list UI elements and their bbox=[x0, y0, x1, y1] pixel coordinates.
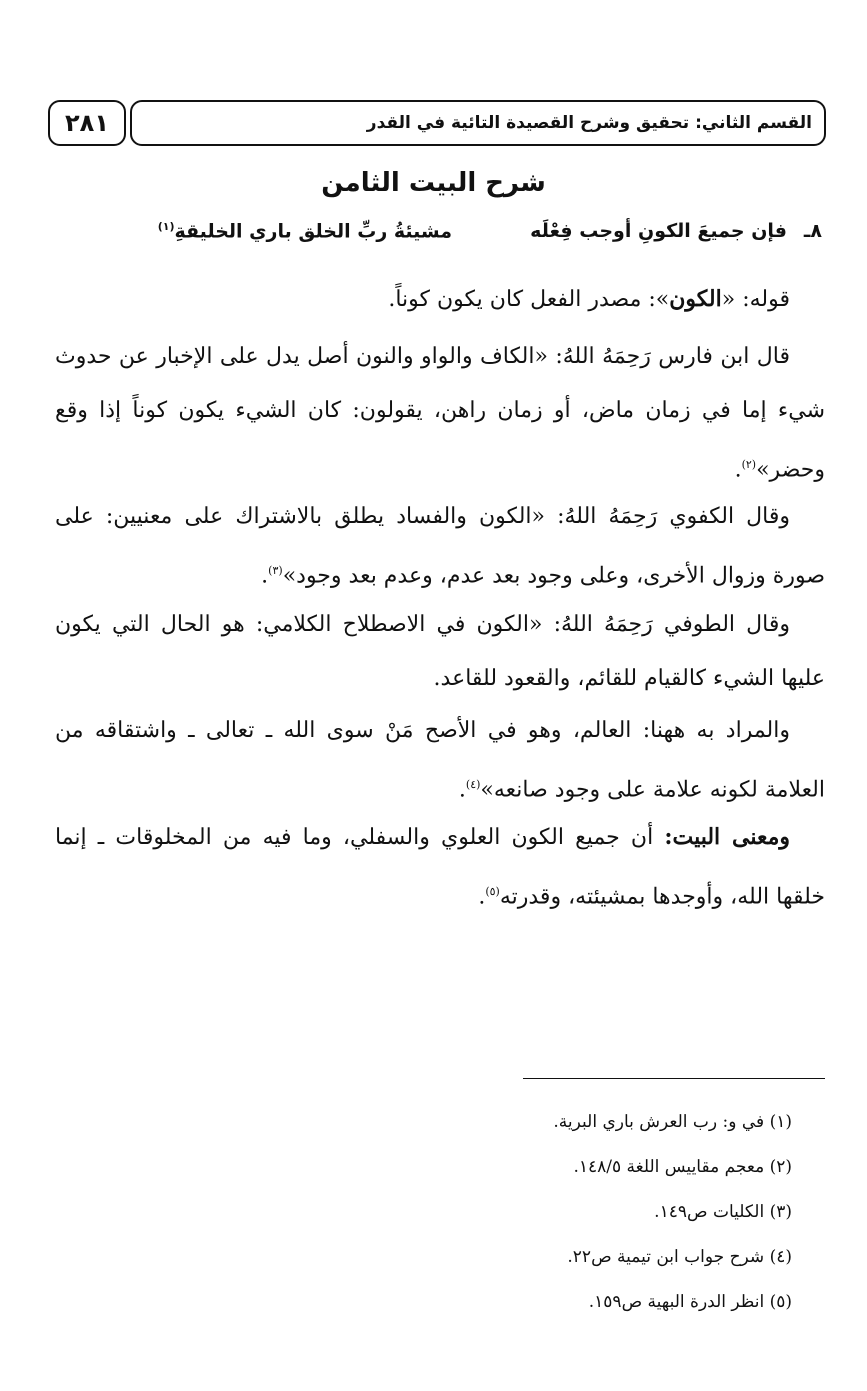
paragraph-text: أن جميع الكون العلوي والسفلي، وما فيه من المخلوقات ـ إنما خلقها الله، وأوجدها بمشيئته، وقدرته bbox=[55, 825, 825, 910]
paragraph-bold: ومعنى البيت: bbox=[664, 824, 790, 850]
verse-second-hemistich bbox=[158, 220, 452, 260]
paragraph: والمراد به ههنا: العالم، وهو في الأصح مَنْ سوى الله ـ تعالى ـ واشتقاقه من العلامة لكونه علامة على وجود صانعه»$^{(٤)}$. bbox=[55, 718, 825, 803]
paragraph-bold: الكون bbox=[669, 286, 722, 312]
footnote: (٥) انظر الدرة البهية ص١٥٩. bbox=[588, 1292, 792, 1312]
paragraph-text: والمراد به ههنا: العالم، وهو في الأصح مَنْ سوى الله ـ تعالى ـ واشتقاقه من العلامة لكونه علامة على وجود صانعه» bbox=[55, 718, 825, 803]
footnote: (١) في و: رب العرش باري البرية. bbox=[553, 1112, 792, 1132]
footnote: (٢) معجم مقاييس اللغة ١٤٨/٥. bbox=[573, 1157, 792, 1177]
footnote-divider bbox=[523, 1078, 825, 1079]
footnote-mark: (٤) bbox=[465, 778, 481, 791]
footnote-mark: (١) bbox=[157, 220, 175, 233]
paragraph: وقال الكفوي رَحِمَهُ اللهُ: «الكون والفساد يطلق بالاشتراك على معنيين: على صورة وزوال الأخرى، وعلى وجود بعد عدم، وعدم بعد وجود»$^{(٣)}$. bbox=[55, 504, 825, 589]
paragraph-lead: قوله: « bbox=[721, 287, 790, 312]
footnotes bbox=[272, 1100, 792, 1325]
running-header bbox=[130, 100, 826, 146]
footnote: (٣) الكليات ص١٤٩. bbox=[654, 1202, 792, 1222]
paragraph-text: وقال الكفوي رَحِمَهُ اللهُ: «الكون والفساد يطلق بالاشتراك على معنيين: على صورة وزوال الأخرى، وعلى وجود بعد عدم، وعدم بعد وجود» bbox=[55, 504, 825, 589]
footnote-mark: (٢) bbox=[741, 458, 757, 471]
running-title: القسم الثاني: تحقيق وشرح القصيدة التائية في القدر bbox=[366, 113, 812, 133]
paragraph-text: »: مصدر الفعل كان يكون كوناً. bbox=[388, 287, 670, 312]
page-number: ٢٨١ bbox=[48, 100, 126, 146]
paragraph-text: وقال الطوفي رَحِمَهُ اللهُ: «الكون في الاصطلاح الكلامي: هو الحال التي يكون عليها الشيء كالقيام للقائم، والقعود للقاعد. bbox=[55, 612, 825, 691]
paragraph-text: قال ابن فارس رَحِمَهُ اللهُ: «الكاف والواو والنون أصل يدل على الإخبار عن حدوث شيء إما في زمان ماض، أو زمان راهن، يقولون: كان الشيء يكون كوناً إذا وقع وحضر» bbox=[55, 344, 825, 483]
verse-second-text: مشيئةُ ربِّ الخلق باري الخليقةِ bbox=[174, 220, 452, 243]
verse-number: ٨ـ bbox=[803, 220, 822, 242]
footnote-mark: (٥) bbox=[485, 885, 500, 898]
footnote: (٤) شرح جواب ابن تيمية ص٢٢. bbox=[567, 1247, 792, 1267]
section-title: شرح البيت الثامن bbox=[321, 168, 546, 198]
paragraph: قال ابن فارس رَحِمَهُ اللهُ: «الكاف والواو والنون أصل يدل على الإخبار عن حدوث شيء إما في زمان ماض، أو زمان راهن، يقولون: كان الشيء يكون كوناً إذا وقع وحضر»$^{(٢)}$. bbox=[55, 344, 825, 483]
paragraph: ومعنى البيت: أن جميع الكون العلوي والسفلي، وما فيه من المخلوقات ـ إنما خلقها الله، وأوجدها بمشيئته، وقدرته$^{(٥)}$. bbox=[55, 824, 825, 910]
paragraph bbox=[55, 272, 825, 327]
footnote-mark: (٣) bbox=[268, 564, 283, 577]
verse-first-hemistich: فإن جميعَ الكونِ أوجب فِعْلَه bbox=[530, 220, 787, 242]
paragraph bbox=[55, 598, 825, 706]
